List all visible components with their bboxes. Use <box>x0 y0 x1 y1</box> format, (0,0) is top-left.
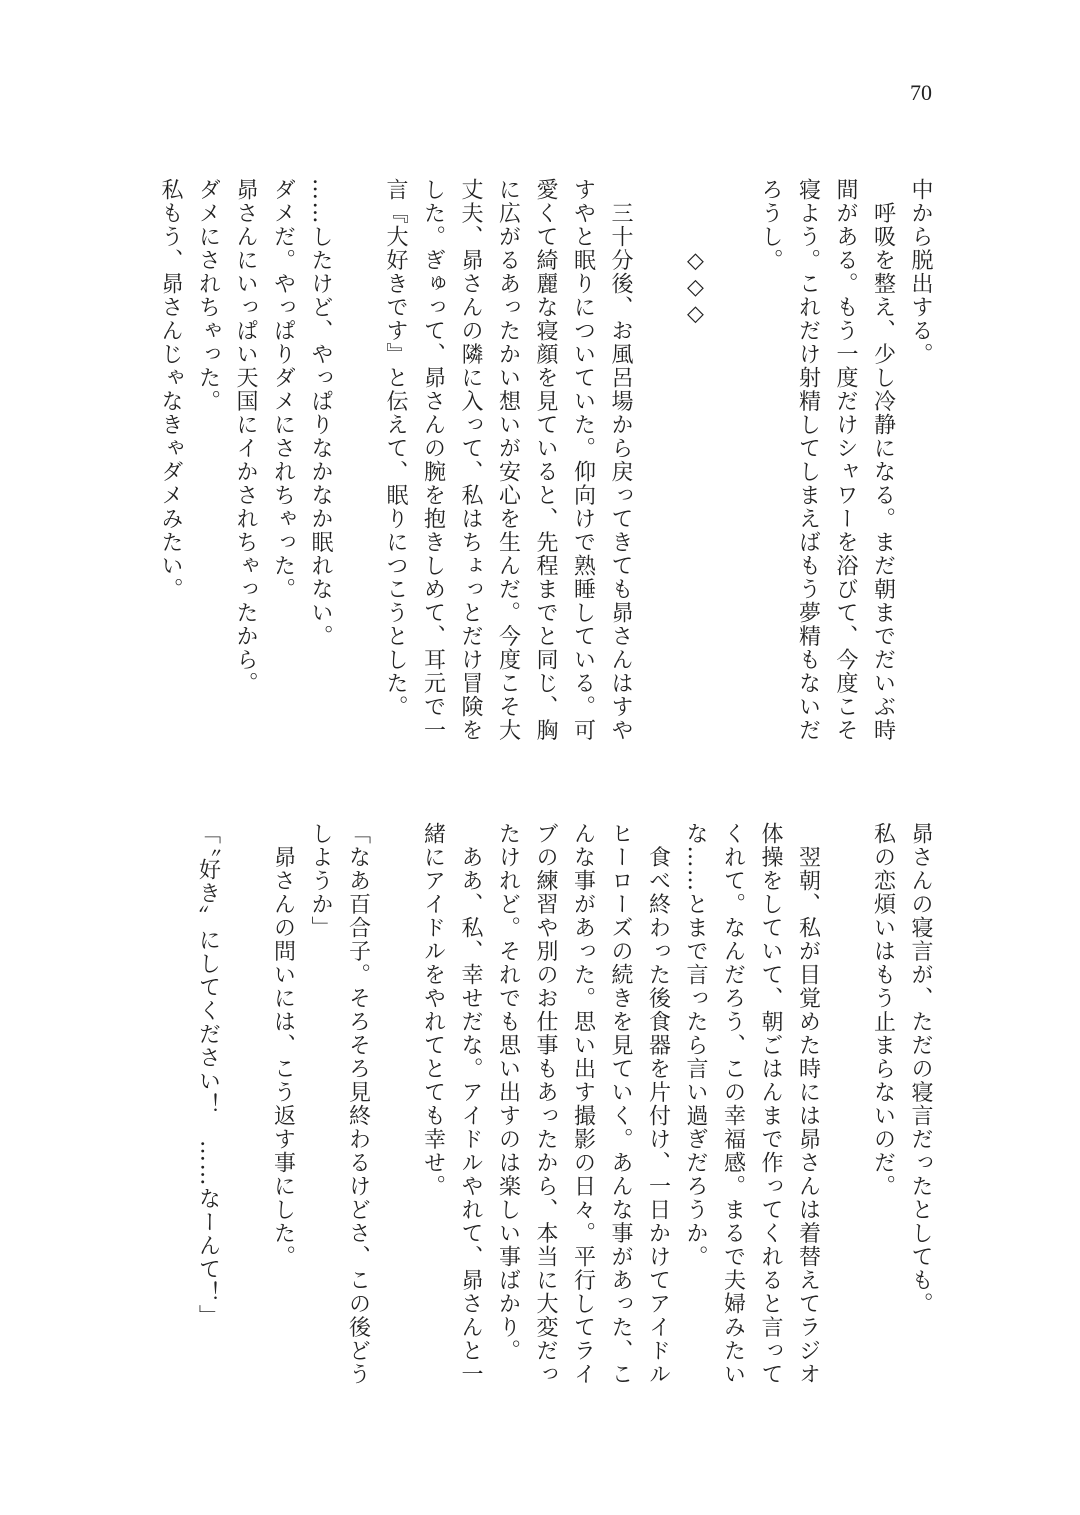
text-line: 昴さんにいっぱい天国にイかされちゃったから。 <box>233 178 258 695</box>
text-line: しようか」 <box>308 822 333 940</box>
text-line: 言『大好きです』と伝えて、眠りにつこうとした。 <box>383 178 408 719</box>
text-line: たけれど。それでも思い出すのは楽しい事ばかり。 <box>495 822 521 1363</box>
text-line: 私もう、昴さんじゃなきゃダメみたい。 <box>158 178 183 601</box>
text-line: んな事があった。思い出す撮影の日々。平行してライ <box>570 822 596 1386</box>
text-line: ろうし。 <box>758 178 783 272</box>
text-line: すやと眠りについていた。仰向けで熟睡している。可 <box>570 178 596 742</box>
text-line: した。ぎゅって、昴さんの腕を抱きしめて、耳元で一 <box>420 178 446 742</box>
text-line: 「〝好き〟にしてください！ ……なーんて！」 <box>195 822 221 1328</box>
text-line: 呼吸を整え、少し冷静になる。まだ朝までだいぶ時 <box>870 178 896 742</box>
text-line <box>714 178 752 758</box>
text-line: ダメだ。やっぱりダメにされちゃった。 <box>270 178 296 601</box>
text-line <box>827 822 865 1402</box>
text-line: ダメにされちゃった。 <box>195 178 221 413</box>
text-line: ……したけど、やっぱりなかなか眠れない。 <box>308 178 333 648</box>
text-line: ああ、私、幸せだな。アイドルやれて、昴さんと一 <box>458 822 483 1386</box>
text-line: 間がある。もう一度だけシャワーを浴びて、今度こそ <box>833 178 858 742</box>
text-line <box>227 822 265 1402</box>
text-line: 三十分後、お風呂場から戻ってきても昴さんはすや <box>608 178 633 742</box>
text-line: 翌朝、私が目覚めた時には昴さんは着替えてラジオ <box>795 822 821 1386</box>
text-line: 丈夫、昴さんの隣に入って、私はちょっとだけ冒険を <box>458 178 483 742</box>
text-line <box>339 178 377 758</box>
text-line: 愛くて綺麗な寝顔を見ていると、先程までと同じ、胸 <box>533 178 558 742</box>
text-line: 体操をしていて、朝ごはんまで作ってくれると言って <box>758 822 783 1386</box>
text-line: 「なあ百合子。そろそろ見終わるけどさ、この後どう <box>345 822 371 1386</box>
page-number: 70 <box>910 80 932 105</box>
text-line: くれて。なんだろう、この幸福感。まるで夫婦みたい <box>720 822 746 1386</box>
text-line: な……とまで言ったら言い過ぎだろうか。 <box>683 822 708 1269</box>
text-line: 緒にアイドルをやれてとても幸せ。 <box>420 822 446 1198</box>
text-tier-upper <box>152 178 940 758</box>
text-line: ブの練習や別のお仕事もあったから、本当に大変だっ <box>533 822 558 1386</box>
text-line: 中から脱出する。 <box>908 178 933 366</box>
text-line <box>377 822 415 1402</box>
text-line: ◇◇◇ <box>683 178 708 328</box>
text-tier-lower <box>189 822 939 1402</box>
text-line: 昴さんの問いには、こう返す事にした。 <box>270 822 296 1269</box>
text-line: に広がるあったかい想いが安心を生んだ。今度こそ大 <box>495 178 521 742</box>
text-line: 昴さんの寝言が、ただの寝言だったとしても。 <box>908 822 933 1316</box>
text-line: 寝よう。これだけ射精してしまえばもう夢精もないだ <box>795 178 821 742</box>
text-line: ヒーローズの続きを見ていく。あんな事があった、こ <box>608 822 633 1386</box>
text-line <box>639 178 677 758</box>
text-line: 私の恋煩いはもう止まらないのだ。 <box>870 822 896 1198</box>
text-line: 食べ終わった後食器を片付け、一日かけてアイドル <box>645 822 671 1386</box>
